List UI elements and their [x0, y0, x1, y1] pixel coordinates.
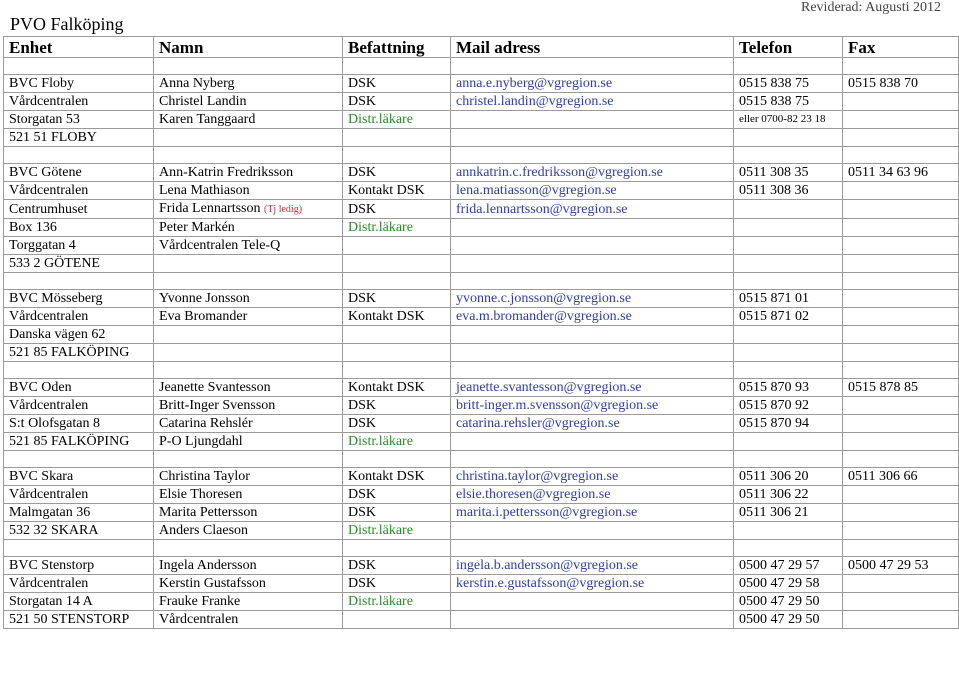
unit-address-line: 521 50 STENSTORP — [4, 611, 154, 629]
empty-cell — [451, 362, 734, 379]
staff-email[interactable]: catarina.rehsler@vgregion.se — [451, 415, 734, 433]
staff-phone: 0515 838 75 — [734, 93, 843, 111]
staff-email[interactable]: marita.i.pettersson@vgregion.se — [451, 504, 734, 522]
empty-cell — [451, 58, 734, 75]
staff-email[interactable]: annkatrin.c.fredriksson@vgregion.se — [451, 164, 734, 182]
staff-phone: 0515 870 93 — [734, 379, 843, 397]
staff-email — [451, 593, 734, 611]
staff-phone — [734, 255, 843, 273]
staff-name: Catarina Rehslér — [159, 416, 253, 431]
staff-email — [451, 433, 734, 451]
unit-name: BVC Oden — [4, 379, 154, 397]
staff-name: Marita Pettersson — [159, 505, 258, 520]
staff-fax: 0511 306 66 — [843, 468, 959, 486]
staff-name-cell — [154, 111, 343, 129]
staff-role: DSK — [343, 200, 451, 219]
staff-role: DSK — [343, 486, 451, 504]
document-header — [0, 0, 959, 36]
table-row — [4, 486, 959, 504]
staff-email[interactable]: anna.e.nyberg@vgregion.se — [451, 75, 734, 93]
unit-address-line: 521 85 FALKÖPING — [4, 344, 154, 362]
unit-address-line: Torggatan 4 — [4, 237, 154, 255]
staff-name-cell — [154, 164, 343, 182]
staff-role: Kontakt DSK — [343, 379, 451, 397]
staff-phone: 0515 870 92 — [734, 397, 843, 415]
staff-fax — [843, 219, 959, 237]
empty-cell — [734, 451, 843, 468]
table-row — [4, 290, 959, 308]
staff-name-cell — [154, 593, 343, 611]
staff-email[interactable]: eva.m.bromander@vgregion.se — [451, 308, 734, 326]
empty-cell — [154, 362, 343, 379]
table-row — [4, 219, 959, 237]
spacer-row — [4, 451, 959, 468]
unit-name: BVC Mösseberg — [4, 290, 154, 308]
unit-address-line: Vårdcentralen — [4, 397, 154, 415]
staff-fax — [843, 504, 959, 522]
staff-name: Ingela Andersson — [159, 558, 257, 573]
staff-role: DSK — [343, 415, 451, 433]
staff-email[interactable]: lena.matiasson@vgregion.se — [451, 182, 734, 200]
empty-cell — [154, 540, 343, 557]
staff-phone: 0511 308 35 — [734, 164, 843, 182]
staff-name: Yvonne Jonsson — [159, 291, 250, 306]
staff-fax — [843, 255, 959, 273]
table-row — [4, 237, 959, 255]
unit-address-line: Vårdcentralen — [4, 308, 154, 326]
staff-phone: 0511 306 21 — [734, 504, 843, 522]
staff-fax — [843, 486, 959, 504]
staff-phone: 0500 47 29 50 — [734, 593, 843, 611]
staff-name: Eva Bromander — [159, 309, 248, 324]
table-row — [4, 522, 959, 540]
staff-fax — [843, 611, 959, 629]
spacer-row — [4, 273, 959, 290]
column-header-mail: Mail adress — [451, 37, 734, 58]
staff-role — [343, 344, 451, 362]
table-row — [4, 326, 959, 344]
staff-fax — [843, 575, 959, 593]
staff-role: DSK — [343, 575, 451, 593]
unit-address-line: Storgatan 53 — [4, 111, 154, 129]
table-row — [4, 308, 959, 326]
staff-phone — [734, 433, 843, 451]
staff-name: Karen Tanggaard — [159, 112, 256, 127]
unit-address-line: Vårdcentralen — [4, 575, 154, 593]
staff-name-cell — [154, 75, 343, 93]
staff-fax — [843, 200, 959, 219]
table-row — [4, 468, 959, 486]
header-row — [4, 37, 959, 58]
empty-cell — [154, 451, 343, 468]
spacer-row — [4, 540, 959, 557]
empty-cell — [843, 147, 959, 164]
staff-phone — [734, 200, 843, 219]
staff-role: DSK — [343, 290, 451, 308]
unit-name: BVC Floby — [4, 75, 154, 93]
empty-cell — [154, 58, 343, 75]
staff-name-cell — [154, 129, 343, 147]
column-header-telefon: Telefon — [734, 37, 843, 58]
staff-name-cell — [154, 575, 343, 593]
staff-name: Christina Taylor — [159, 469, 250, 484]
staff-fax — [843, 326, 959, 344]
staff-role: Distr.läkare — [343, 219, 451, 237]
table-row — [4, 93, 959, 111]
empty-cell — [4, 540, 154, 557]
staff-phone: 0515 871 01 — [734, 290, 843, 308]
table-row — [4, 433, 959, 451]
staff-phone: 0500 47 29 58 — [734, 575, 843, 593]
staff-name-cell — [154, 182, 343, 200]
table-row — [4, 504, 959, 522]
staff-role — [343, 129, 451, 147]
column-header-befattning: Befattning — [343, 37, 451, 58]
table-row — [4, 593, 959, 611]
table-row — [4, 379, 959, 397]
staff-role: DSK — [343, 504, 451, 522]
staff-role: Kontakt DSK — [343, 308, 451, 326]
staff-name: Elsie Thoresen — [159, 487, 243, 502]
staff-email — [451, 255, 734, 273]
table-row — [4, 397, 959, 415]
staff-role: DSK — [343, 397, 451, 415]
table-row — [4, 129, 959, 147]
unit-address-line: Vårdcentralen — [4, 93, 154, 111]
staff-name: Anders Claeson — [159, 523, 249, 538]
empty-cell — [451, 273, 734, 290]
staff-email — [451, 219, 734, 237]
staff-role — [343, 611, 451, 629]
staff-name-cell — [154, 397, 343, 415]
empty-cell — [734, 273, 843, 290]
staff-email[interactable]: christel.landin@vgregion.se — [451, 93, 734, 111]
unit-address-line: Centrumhuset — [4, 200, 154, 219]
staff-name: Peter Markén — [159, 220, 235, 235]
empty-cell — [843, 273, 959, 290]
document-title: PVO Falköping — [10, 14, 124, 34]
empty-cell — [343, 540, 451, 557]
unit-address-line: Vårdcentralen — [4, 486, 154, 504]
table-row — [4, 415, 959, 433]
staff-email — [451, 129, 734, 147]
staff-name-cell — [154, 200, 343, 219]
revision-date: Reviderad: Augusti 2012 — [801, 0, 941, 15]
staff-role: Distr.läkare — [343, 593, 451, 611]
table-body — [4, 58, 959, 629]
empty-cell — [451, 451, 734, 468]
empty-cell — [343, 451, 451, 468]
staff-name-cell — [154, 326, 343, 344]
empty-cell — [4, 58, 154, 75]
table-row — [4, 111, 959, 129]
table-row — [4, 75, 959, 93]
unit-name: BVC Götene — [4, 164, 154, 182]
empty-cell — [343, 273, 451, 290]
unit-address-line: 521 85 FALKÖPING — [4, 433, 154, 451]
empty-cell — [843, 540, 959, 557]
unit-address-line: Vårdcentralen — [4, 182, 154, 200]
empty-cell — [343, 58, 451, 75]
staff-fax: 0500 47 29 53 — [843, 557, 959, 575]
staff-role: Distr.läkare — [343, 433, 451, 451]
table-row — [4, 611, 959, 629]
staff-phone: 0515 838 75 — [734, 75, 843, 93]
staff-fax — [843, 129, 959, 147]
table-row — [4, 200, 959, 219]
empty-cell — [451, 540, 734, 557]
empty-cell — [734, 362, 843, 379]
staff-email — [451, 237, 734, 255]
table-row — [4, 255, 959, 273]
unit-address-line: S:t Olofsgatan 8 — [4, 415, 154, 433]
staff-name: Vårdcentralen Tele-Q — [159, 238, 281, 253]
staff-name-cell — [154, 486, 343, 504]
staff-phone: eller 0700-82 23 18 — [734, 111, 843, 129]
unit-name: BVC Stenstorp — [4, 557, 154, 575]
staff-email[interactable]: elsie.thoresen@vgregion.se — [451, 486, 734, 504]
staff-email — [451, 111, 734, 129]
staff-phone: 0511 306 20 — [734, 468, 843, 486]
staff-email[interactable]: jeanette.svantesson@vgregion.se — [451, 379, 734, 397]
contact-table — [3, 36, 959, 629]
staff-name-cell — [154, 468, 343, 486]
empty-cell — [4, 273, 154, 290]
staff-name: Christel Landin — [159, 94, 247, 109]
empty-cell — [4, 451, 154, 468]
staff-role — [343, 237, 451, 255]
unit-address-line: Malmgatan 36 — [4, 504, 154, 522]
staff-email — [451, 611, 734, 629]
staff-phone — [734, 237, 843, 255]
staff-name: Britt-Inger Svensson — [159, 398, 276, 413]
staff-name: Frauke Franke — [159, 594, 241, 609]
staff-fax — [843, 182, 959, 200]
empty-cell — [343, 362, 451, 379]
staff-phone: 0500 47 29 57 — [734, 557, 843, 575]
staff-name-cell — [154, 522, 343, 540]
staff-fax — [843, 344, 959, 362]
staff-role: DSK — [343, 75, 451, 93]
staff-role: DSK — [343, 557, 451, 575]
staff-fax: 0511 34 63 96 — [843, 164, 959, 182]
staff-phone — [734, 522, 843, 540]
staff-email — [451, 326, 734, 344]
column-header-enhet: Enhet — [4, 37, 154, 58]
staff-name-cell — [154, 379, 343, 397]
staff-name-cell — [154, 255, 343, 273]
staff-name-cell — [154, 344, 343, 362]
unit-address-line: Danska vägen 62 — [4, 326, 154, 344]
unit-address-line: 533 2 GÖTENE — [4, 255, 154, 273]
spacer-row — [4, 58, 959, 75]
staff-fax — [843, 593, 959, 611]
staff-email[interactable]: christina.taylor@vgregion.se — [451, 468, 734, 486]
empty-cell — [734, 58, 843, 75]
staff-email[interactable]: kerstin.e.gustafsson@vgregion.se — [451, 575, 734, 593]
table-row — [4, 575, 959, 593]
unit-address-line: 521 51 FLOBY — [4, 129, 154, 147]
column-header-fax: Fax — [843, 37, 959, 58]
staff-role: Distr.läkare — [343, 522, 451, 540]
staff-name: Frida Lennartsson — [159, 201, 261, 216]
staff-phone — [734, 326, 843, 344]
spacer-row — [4, 362, 959, 379]
staff-phone: 0511 306 22 — [734, 486, 843, 504]
staff-name-cell — [154, 237, 343, 255]
empty-cell — [734, 147, 843, 164]
staff-name-cell — [154, 415, 343, 433]
staff-name-cell — [154, 504, 343, 522]
staff-phone: 0515 870 94 — [734, 415, 843, 433]
staff-role: Kontakt DSK — [343, 468, 451, 486]
staff-fax — [843, 433, 959, 451]
unit-address-line: Storgatan 14 A — [4, 593, 154, 611]
empty-cell — [843, 451, 959, 468]
leave-note: (Tj ledig) — [263, 204, 303, 215]
staff-fax — [843, 522, 959, 540]
staff-name: Lena Mathiason — [159, 183, 250, 198]
unit-address-line: Box 136 — [4, 219, 154, 237]
staff-role: DSK — [343, 93, 451, 111]
staff-name: Vårdcentralen — [159, 612, 239, 627]
staff-name: Anna Nyberg — [159, 76, 235, 91]
column-header-namn: Namn — [154, 37, 343, 58]
staff-phone: 0511 308 36 — [734, 182, 843, 200]
staff-email — [451, 522, 734, 540]
staff-role — [343, 255, 451, 273]
staff-email[interactable]: ingela.b.andersson@vgregion.se — [451, 557, 734, 575]
staff-fax — [843, 237, 959, 255]
staff-name-cell — [154, 219, 343, 237]
unit-name: BVC Skara — [4, 468, 154, 486]
empty-cell — [4, 147, 154, 164]
empty-cell — [4, 362, 154, 379]
staff-fax — [843, 415, 959, 433]
table-row — [4, 182, 959, 200]
staff-role: Kontakt DSK — [343, 182, 451, 200]
staff-name-cell — [154, 308, 343, 326]
empty-cell — [154, 147, 343, 164]
staff-fax — [843, 397, 959, 415]
staff-email[interactable]: britt-inger.m.svensson@vgregion.se — [451, 397, 734, 415]
table-row — [4, 557, 959, 575]
staff-phone: 0515 871 02 — [734, 308, 843, 326]
staff-phone — [734, 344, 843, 362]
staff-name-cell — [154, 93, 343, 111]
staff-phone: 0500 47 29 50 — [734, 611, 843, 629]
empty-cell — [343, 147, 451, 164]
staff-fax: 0515 838 70 — [843, 75, 959, 93]
staff-fax: 0515 878 85 — [843, 379, 959, 397]
staff-name-cell — [154, 433, 343, 451]
staff-phone — [734, 129, 843, 147]
staff-email[interactable]: frida.lennartsson@vgregion.se — [451, 200, 734, 219]
staff-name: Ann-Katrin Fredriksson — [159, 165, 294, 180]
staff-phone — [734, 219, 843, 237]
spacer-row — [4, 147, 959, 164]
staff-name: P-O Ljungdahl — [159, 434, 243, 449]
staff-role — [343, 326, 451, 344]
empty-cell — [843, 58, 959, 75]
staff-name: Jeanette Svantesson — [159, 380, 271, 395]
staff-name-cell — [154, 557, 343, 575]
empty-cell — [734, 540, 843, 557]
staff-name: Kerstin Gustafsson — [159, 576, 266, 591]
staff-role: Distr.läkare — [343, 111, 451, 129]
staff-role: DSK — [343, 164, 451, 182]
staff-email — [451, 344, 734, 362]
staff-name-cell — [154, 611, 343, 629]
empty-cell — [451, 147, 734, 164]
empty-cell — [843, 362, 959, 379]
staff-fax — [843, 93, 959, 111]
staff-name-cell — [154, 290, 343, 308]
staff-fax — [843, 290, 959, 308]
empty-cell — [154, 273, 343, 290]
unit-address-line: 532 32 SKARA — [4, 522, 154, 540]
staff-fax — [843, 308, 959, 326]
staff-fax — [843, 111, 959, 129]
staff-email[interactable]: yvonne.c.jonsson@vgregion.se — [451, 290, 734, 308]
table-row — [4, 164, 959, 182]
table-row — [4, 344, 959, 362]
